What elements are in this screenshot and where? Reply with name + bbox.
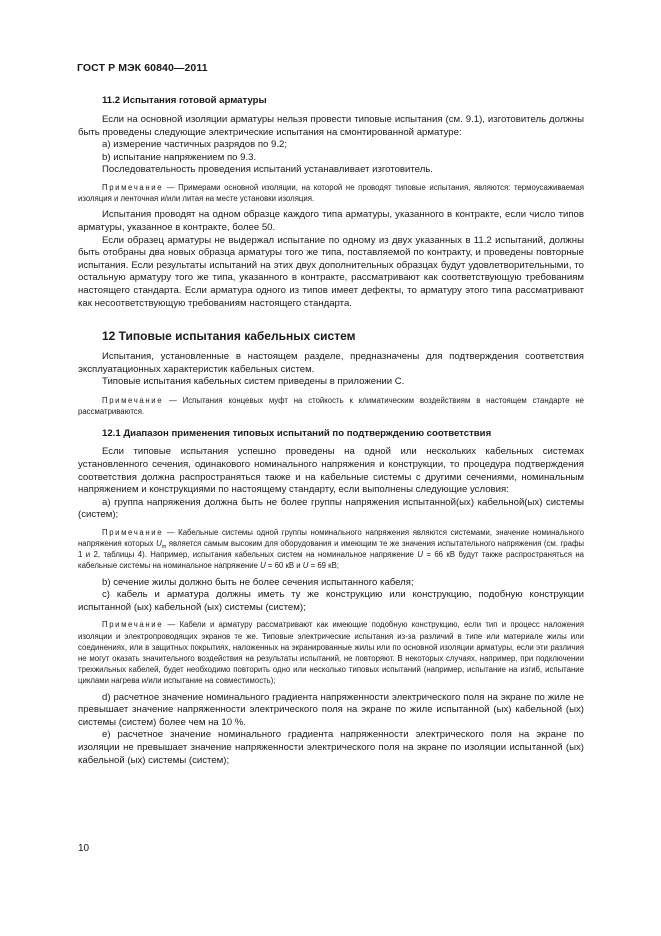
note [78,182,584,204]
list-item: а) группа напряжения должна быть не более группы напряжения испытанной(ых) кабельной(ых) системы (систем); [78,496,584,521]
paragraph: Испытания проводят на одном образце каждого типа арматуры, указанного в контракте, если число типов арматуры, указанное в контракте, более 50. [78,209,584,233]
note-text: — Испытания концевых муфт на стойкость к климатическим воздействиям в настоящем стандарте не рассматриваются. [78,395,584,417]
note [78,619,584,686]
list-item: d) расчетное значение номинального градиента напряженности электрического поля на экране по жиле не превышает значение напряженности электрического поля на экране по жиле испытанной (ых) кабельной (ых) системы (систем) более чем на 10 %. [78,691,584,728]
list-item: а) измерение частичных разрядов по 9.2; [102,139,288,151]
section-heading-12: 12 Типовые испытания кабельных систем [102,329,356,344]
paragraph: Если образец арматуры не выдержал испытание по одному из двух указанных в 11.2 испытаний, должны быть отобраны два новых образца арматуры того же типа, поставляемой по контракту, и проведены повторные испытания. Если результаты испытаний на этих двух дополнительных образцах будут удовлетворительными, то остальную арматуру того же типа, указанного в контракте, рассматривают как соответствующую требованиям настоящего стандарта. Если арматура одного из типов имеет дефекты, то арматуру этого типа рассматривают как несоответствующую требованиям настоящего стандарта. [78,234,584,309]
list-item: b) испытание напряжением по 9.3. [102,151,257,163]
note-label: Примечание [102,395,164,405]
page-content [78,94,584,767]
note-text: — Кабели и арматуру рассматривают как имеющие подобную конструкцию, если тип и процесс наложения изоляции и электропроводящих экранов те же. Типовые электрические испытания из-за различий в типе или материале жилы или соединениях, или в защитных покрытиях, наложенных на экранированные жилы или по основной изоляции арматуры, если эти различия не могут оказать значительного воздействия на результаты испытаний, не повторяют. В некоторых случаях, например, при подключении трехжильных кабелей, будет необходимо повторить одно или несколько типовых испытаний (например, испытание на изгиб, испытание циклами нагрева и/или испытание на совместимость); [78,620,584,686]
list-item: с) кабель и арматура должны иметь ту же конструкцию или конструкцию, подобную конструкции испытанной (ых) кабельной (ых) системы (систем); [78,589,584,613]
note: Примечание — Кабельные системы одной группы номинального напряжения являются системами, значение номинального напряжения которых $U_m$ является самым высоким для оборудования и имеющим те же значения испытательного напряжения (см. графы 1 и 2, таблицы 4). Например, испытания кабельных систем на номинальное напряжение U = 66 кВ будут также распространяться на кабельные системы на номинальное напряжение U = 60 кВ и U = 69 кВ; [78,527,584,571]
section-heading-12-1: 12.1 Диапазон применения типовых испытаний по подтверждению соответствия [102,428,492,440]
note [78,395,584,417]
note-label: Примечание [102,620,164,630]
paragraph: Если типовые испытания успешно проведены на одной или нескольких кабельных системах установленного сечения, одинакового номинального напряжения и конструкции, то процедура подтверждения соответствия должна распространяться также и на кабельные системы с другими сечениями, номинальным напряжением и конструкциями по настоящему стандарту, если выполнены следующие условия: [78,446,584,496]
paragraph: Типовые испытания кабельных систем приведены в приложении С. [102,376,405,388]
section-heading-11-2: 11.2 Испытания готовой арматуры [102,95,267,106]
paragraph: Последовательность проведения испытаний устанавливает изготовитель. [102,164,433,176]
list-item: b) сечение жилы должно быть не более сечения испытанного кабеля; [102,576,414,588]
page-number: 10 [78,843,90,854]
note-label: Примечание [102,527,164,537]
note-label: Примечание [102,182,164,192]
list-item: е) расчетное значение номинального градиента напряженности электрического поля на экране по изоляции не превышает значение напряженности электрического поля на экране по изоляции испытанной (ых) кабельной (ых) системы (систем); [78,729,584,766]
paragraph: Испытания, установленные в настоящем разделе, предназначены для подтверждения соответствия эксплуатационных характеристик кабельных систем. [78,351,584,375]
paragraph: Если на основной изоляции арматуры нельзя провести типовые испытания (см. 9.1), изготовитель должны быть проведены следующие электрические испытания на смонтированной арматуре: [78,114,584,138]
document-header: ГОСТ Р МЭК 60840—2011 [77,62,208,74]
note-text: — Примерами основной изоляции, на которой не проводят типовые испытания, являются: термоусаживаемая изоляция и ленточная и/или литая на месте установки изоляция. [78,182,584,204]
